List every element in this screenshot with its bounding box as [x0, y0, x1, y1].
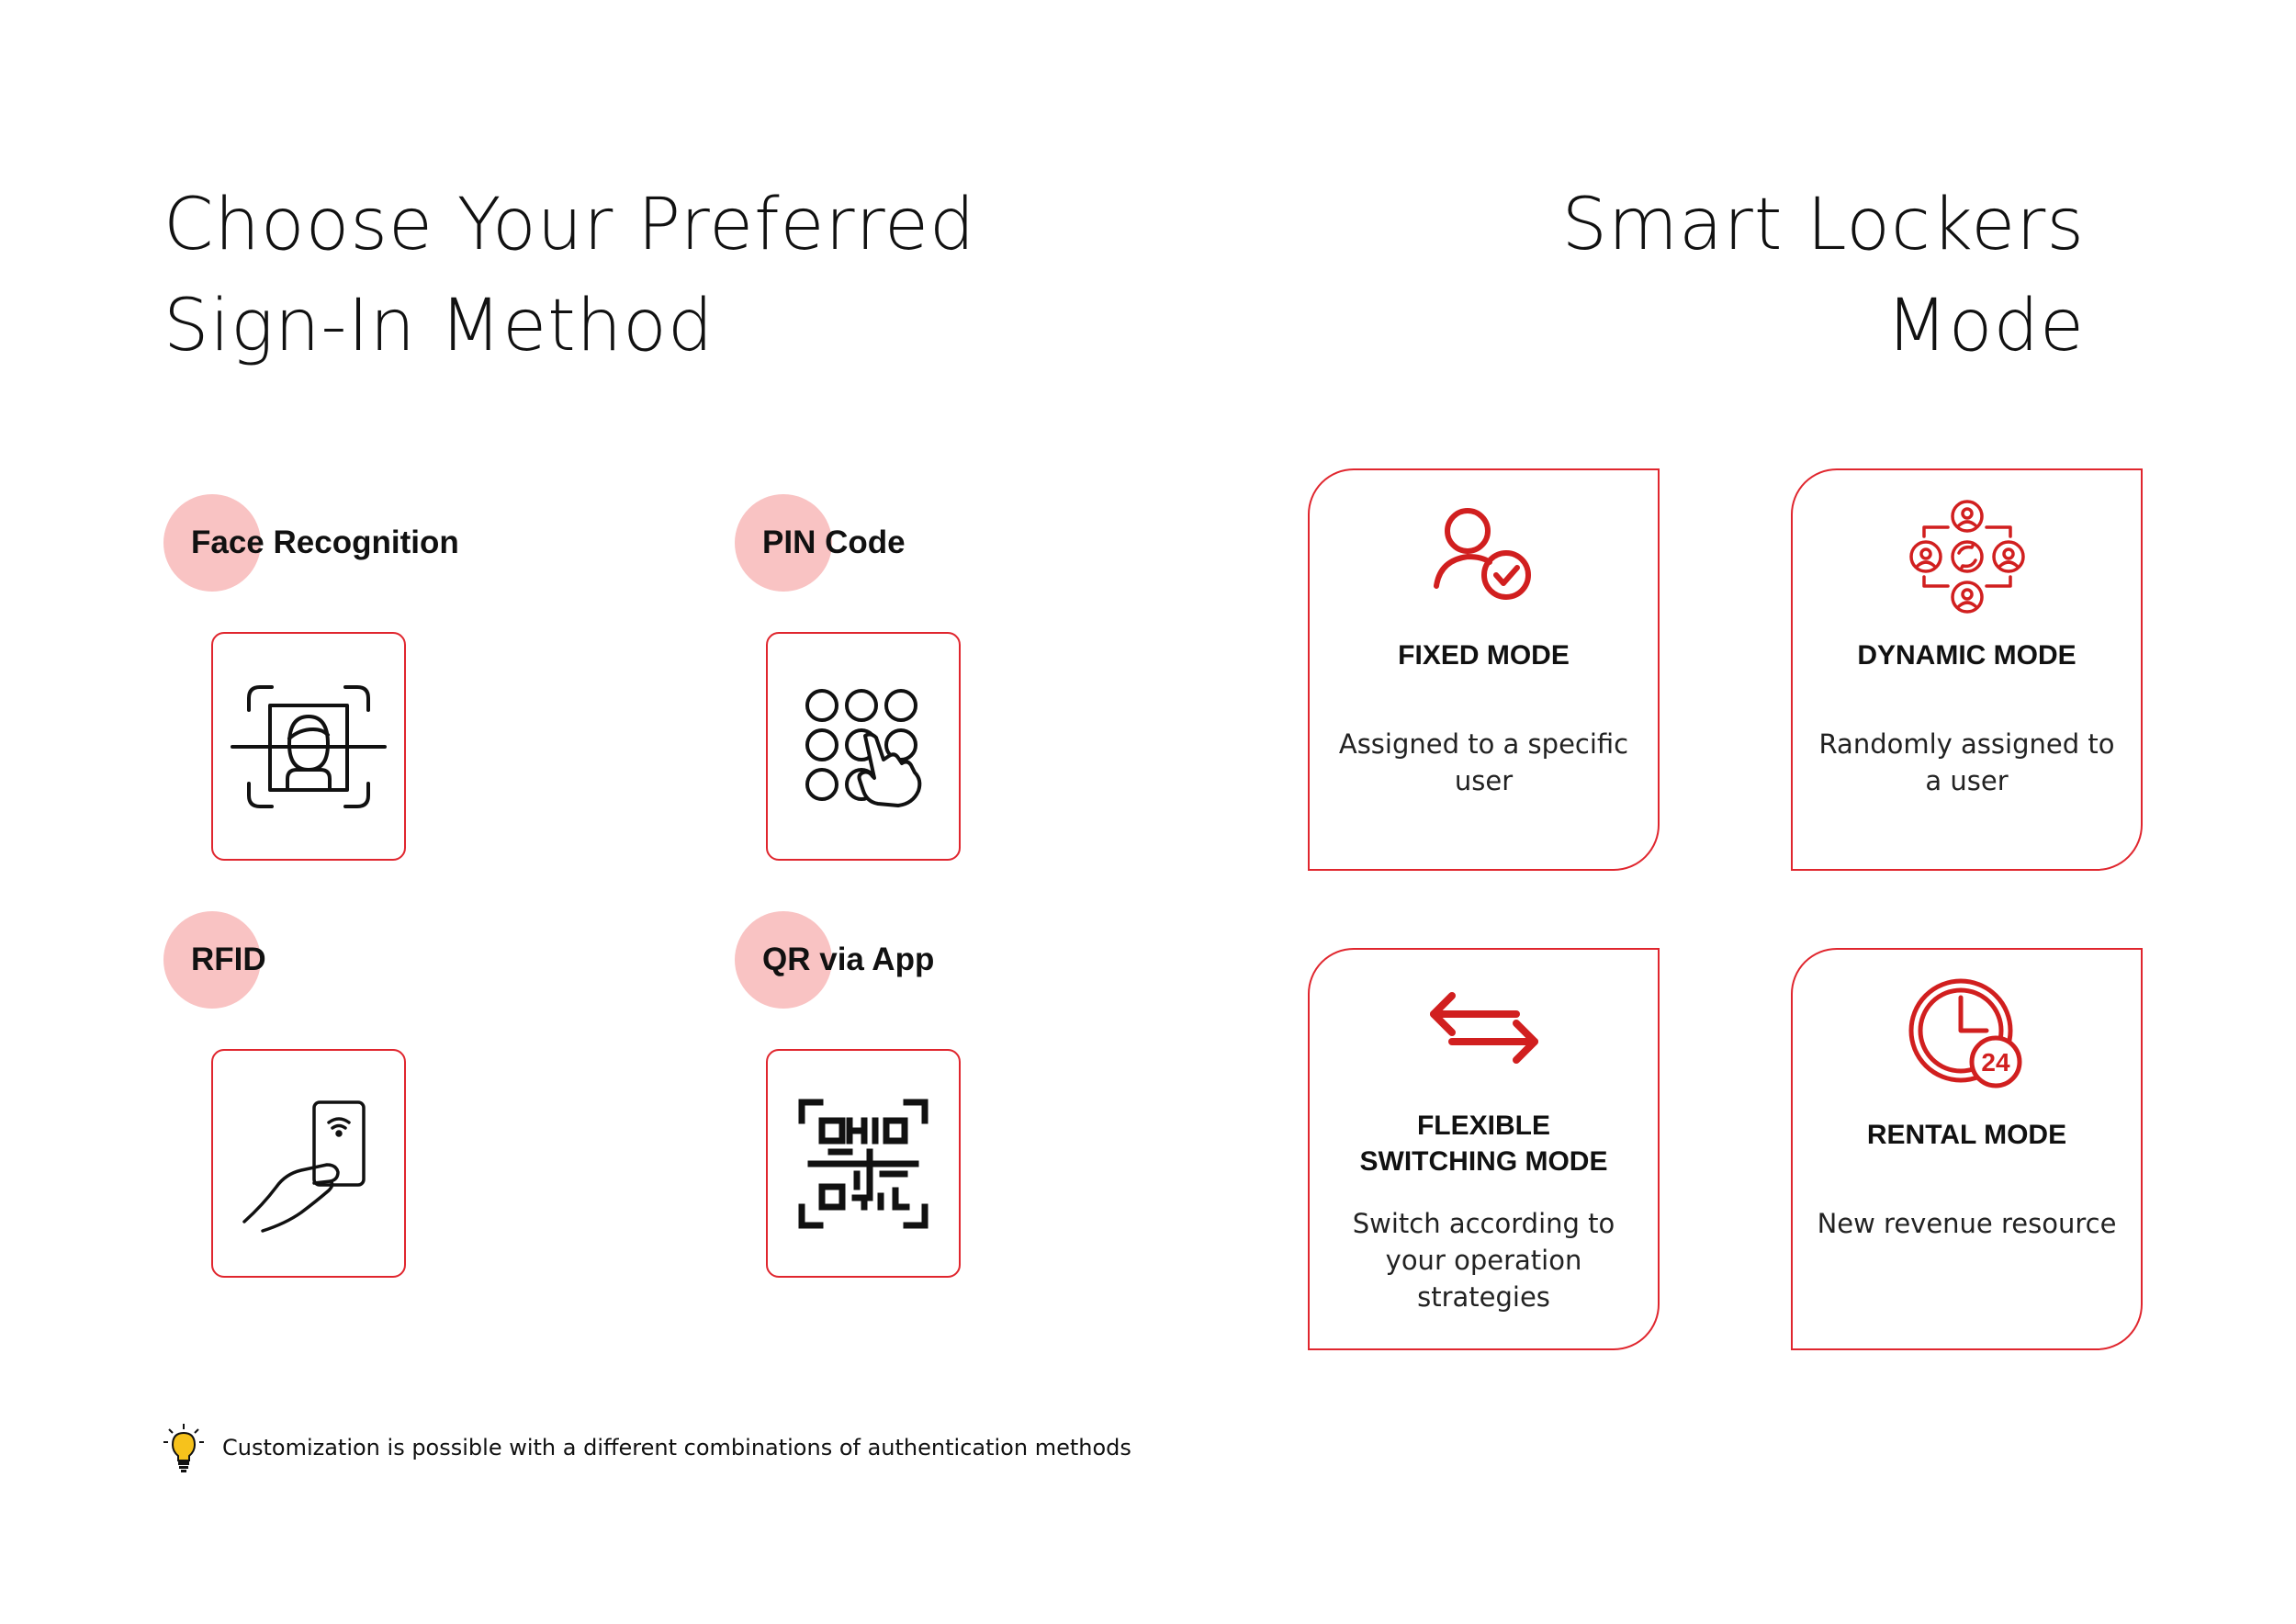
- qr-code-icon: [794, 1095, 932, 1233]
- swap-arrows-icon: [1424, 987, 1544, 1069]
- rfid-card-hand-icon: [235, 1095, 382, 1233]
- rfid-box: [211, 1049, 406, 1278]
- mode-card-fixed: [1308, 468, 1660, 871]
- face-scan-icon: [231, 678, 387, 816]
- method-label-qr: [735, 911, 934, 1009]
- qr-box: [766, 1049, 961, 1278]
- method-label-face: [163, 494, 459, 592]
- method-label-text: QR via App: [762, 942, 935, 977]
- sign-in-title: [163, 175, 1082, 377]
- pin-code-box: [766, 632, 961, 861]
- method-label-text: RFID: [191, 942, 266, 977]
- modes-title-line1: Smart Lockers: [1561, 184, 2085, 266]
- method-label-text: Face Recognition: [191, 524, 459, 560]
- mode-description: Randomly assigned to a user: [1818, 728, 2115, 796]
- mode-description: Switch according to your operation strategies: [1352, 1208, 1615, 1313]
- footnote-text: Customization is possible with a different combinations of authentication methods: [222, 1435, 1131, 1460]
- mode-title: FIXED MODE: [1398, 640, 1570, 671]
- method-label-pin: [735, 494, 906, 592]
- mode-card-rental: [1791, 948, 2143, 1350]
- modes-title: [1166, 175, 2085, 377]
- user-check-icon: [1429, 503, 1539, 604]
- mode-description: New revenue resource: [1817, 1208, 2117, 1239]
- svg-text:24: 24: [1980, 1048, 2010, 1077]
- users-rotate-icon: [1908, 500, 2027, 614]
- mode-title: RENTAL MODE: [1866, 1120, 2067, 1150]
- method-label-rfid: [163, 911, 266, 1009]
- clock-24-icon: [1908, 977, 2027, 1091]
- footnote: [163, 1422, 1131, 1473]
- sign-in-title-line1: Choose Your Preferred: [163, 184, 976, 266]
- mode-description: Assigned to a specific user: [1338, 728, 1629, 796]
- method-label-text: PIN Code: [762, 524, 906, 560]
- modes-title-line2: Mode: [1885, 285, 2085, 367]
- mode-title: DYNAMIC MODE: [1857, 640, 2077, 671]
- sign-in-title-line2: Sign-In Method: [163, 285, 715, 367]
- face-recognition-box: [211, 632, 406, 861]
- lightbulb-icon: [163, 1422, 204, 1473]
- keypad-touch-icon: [799, 682, 928, 811]
- mode-card-flexible: [1308, 948, 1660, 1350]
- mode-title: FLEXIBLE SWITCHING MODE: [1359, 1111, 1608, 1177]
- mode-card-dynamic: [1791, 468, 2143, 871]
